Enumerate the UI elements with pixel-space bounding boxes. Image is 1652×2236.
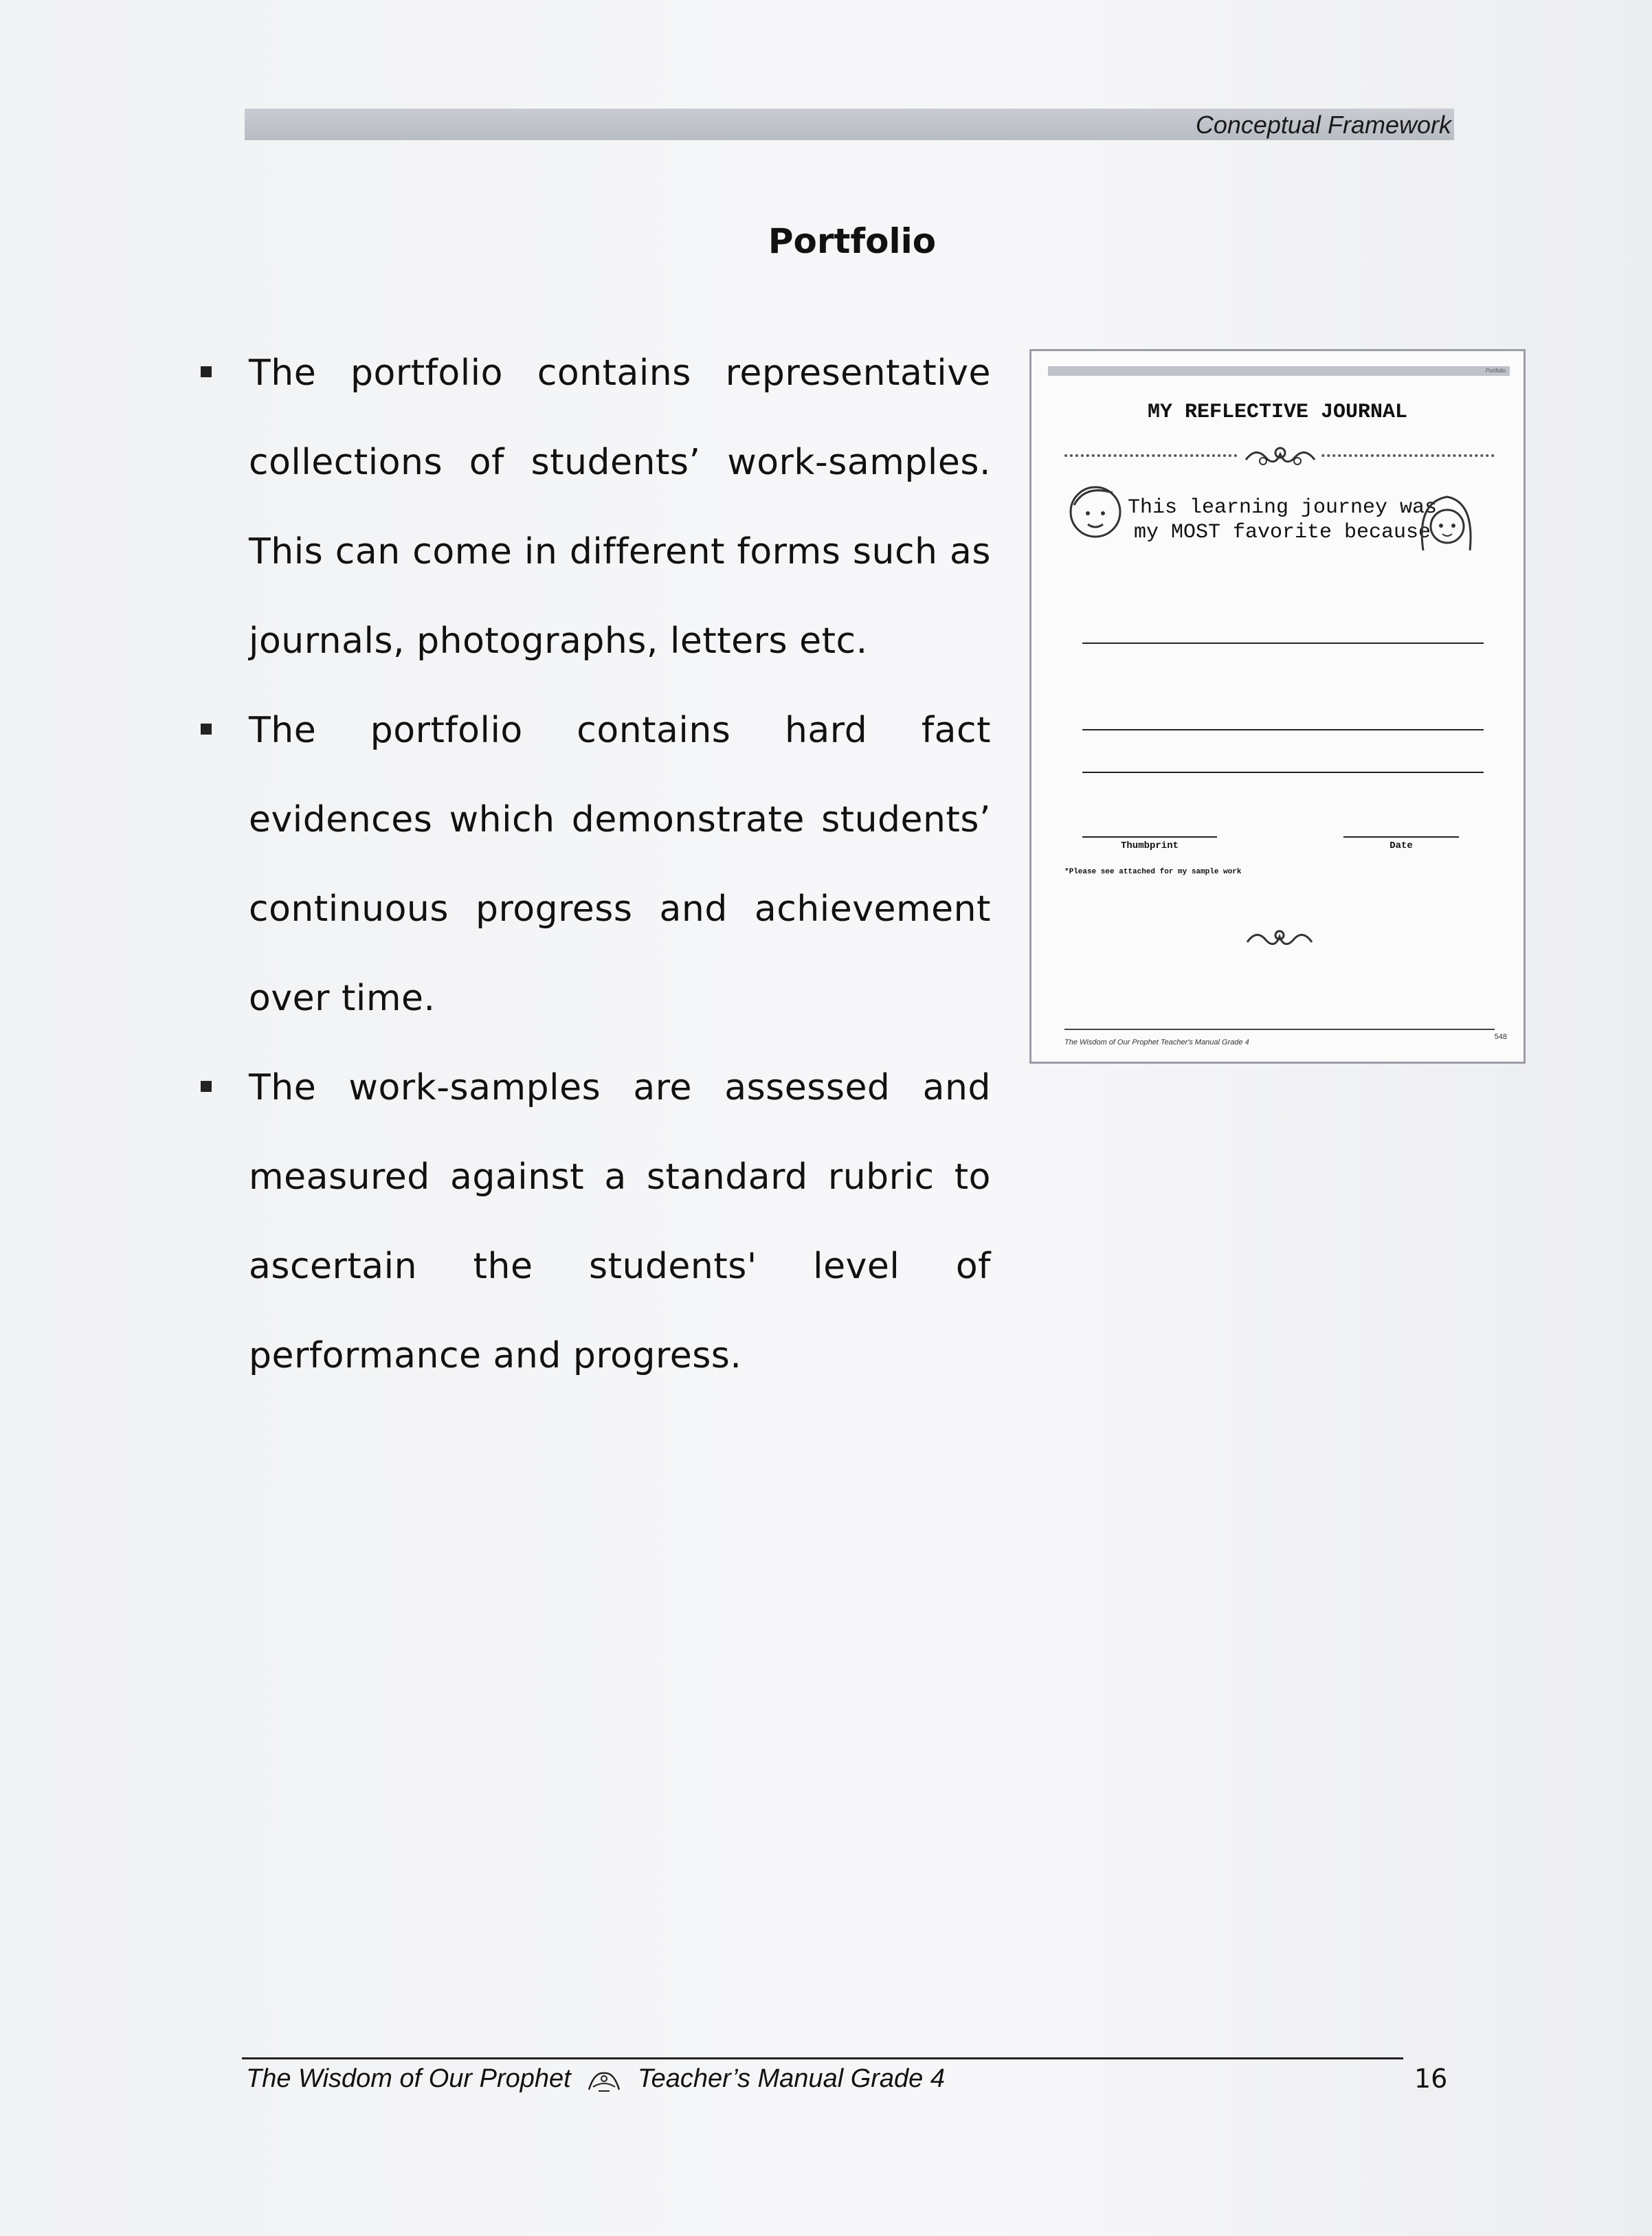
thumbprint-label: Thumbprint (1120, 840, 1179, 851)
square-bullet-icon (201, 1081, 212, 1092)
bullet-item (194, 686, 991, 1043)
bullet-item (194, 328, 991, 686)
square-bullet-icon (201, 366, 212, 377)
journal-header-band (1048, 366, 1510, 376)
bullet-text: The portfolio contains hard fact evidences which demonstrate students’ continuous progress and achievement over time. (249, 710, 991, 1019)
journal-footer: The Wisdom of Our Prophet Teacher's Manual Grade 4 (1064, 1038, 1249, 1047)
bullet-text: The work-samples are assessed and measured against a standard rubric to ascertain the students' level of performance and progress. (249, 1067, 991, 1376)
bullet-text: The portfolio contains representative collections of students’ work-samples. This can come in different forms such as journals, photographs, letters etc. (249, 353, 991, 662)
page-title: Portfolio (768, 221, 937, 261)
journal-writing-line (1082, 772, 1484, 773)
journal-title: MY REFLECTIVE JOURNAL (1147, 401, 1408, 424)
bullet-list (194, 328, 991, 1400)
journal-footer-rule (1064, 1029, 1495, 1030)
honorific-seal-icon (585, 2066, 623, 2094)
page-number: 16 (1414, 2064, 1448, 2094)
reflective-journal-thumbnail (1029, 349, 1526, 1064)
section-header: Conceptual Framework (1195, 111, 1451, 139)
footer-book-title: The Wisdom of Our Prophet (246, 2064, 571, 2093)
footer-manual: Teacher’s Manual Grade 4 (637, 2064, 946, 2093)
date-line (1343, 836, 1459, 838)
footer-rule (242, 2057, 1403, 2059)
boy-face-icon (1064, 478, 1126, 546)
journal-writing-line (1082, 642, 1484, 644)
date-label: Date (1389, 840, 1413, 851)
floral-ornament-icon (1239, 439, 1321, 473)
journal-band-label: Portfolio (1485, 368, 1506, 374)
journal-note: *Please see attached for my sample work (1064, 868, 1242, 876)
thumbprint-line (1082, 836, 1217, 838)
bullet-item (194, 1043, 991, 1400)
journal-writing-line (1082, 729, 1484, 730)
header-band (245, 109, 1454, 140)
footer (246, 2060, 945, 2097)
floral-ornament-icon (1242, 924, 1317, 954)
square-bullet-icon (201, 724, 212, 735)
girl-face-icon (1409, 489, 1478, 564)
journal-page-number: 548 (1494, 1033, 1507, 1041)
journal-prompt: This learning journey was my MOST favorite because (1127, 496, 1438, 544)
